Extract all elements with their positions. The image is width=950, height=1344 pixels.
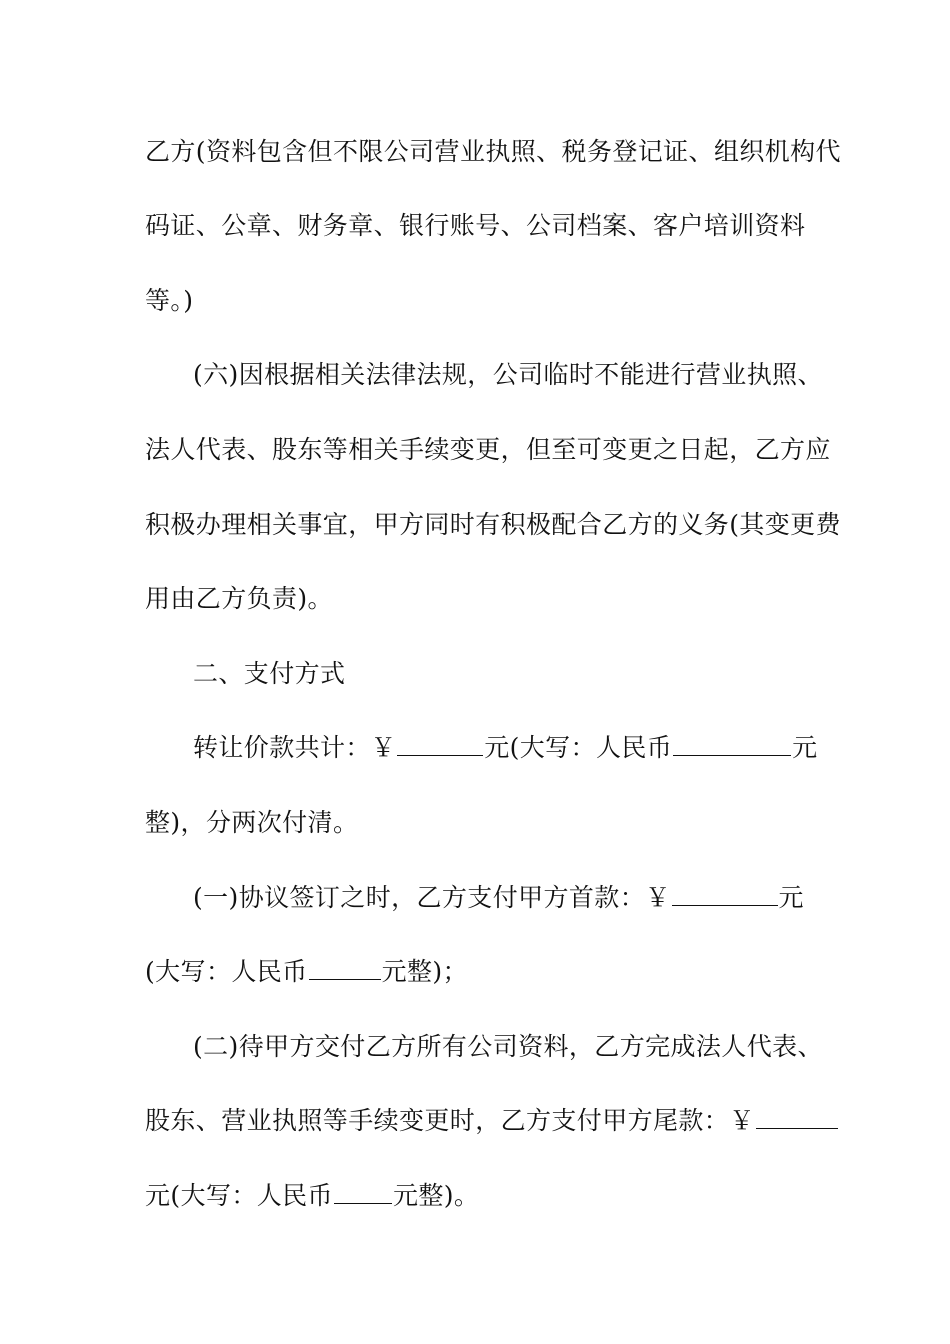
amount-uppercase-blank [334,1181,392,1204]
amount-uppercase-blank [309,957,381,980]
currency-unit-end: 元整)； [381,957,468,986]
uppercase-label: 元(大写：人民币 [145,1181,333,1210]
currency-unit: 元 [778,883,804,912]
final-payment-uppercase-line [145,1181,825,1211]
clause-two-line: (二)待甲方交付乙方所有公司资料，乙方完成法人代表、 [193,1032,823,1061]
first-payment-line [193,883,873,913]
currency-unit: 元 [792,733,818,762]
uppercase-label: 元(大写：人民币 [484,733,673,762]
total-price-line [193,733,873,763]
total-price-label: 转让价款共计：￥ [193,733,397,762]
amount-blank [756,1106,838,1129]
paragraph-line: 乙方(资料包含但不限公司营业执照、税务登记证、组织机构代 [145,137,841,166]
final-payment-label: 股东、营业执照等手续变更时，乙方支付甲方尾款：￥ [145,1106,755,1135]
amount-blank [397,733,483,756]
paragraph-line: 法人代表、股东等相关手续变更，但至可变更之日起，乙方应 [145,435,831,464]
clause-six-line: (六)因根据相关法律法规，公司临时不能进行营业执照、 [193,360,823,389]
paragraph-line: 码证、公章、财务章、银行账号、公司档案、客户培训资料 [145,211,806,240]
section-heading-payment: 二、支付方式 [193,659,346,688]
amount-uppercase-blank [673,733,791,756]
currency-unit-end: 元整)。 [392,1181,480,1210]
paragraph-line: 等。) [145,286,194,315]
paragraph-line: 整)，分两次付清。 [145,808,359,837]
final-payment-line [145,1106,825,1136]
uppercase-label: (大写：人民币 [145,957,308,986]
amount-blank [672,883,778,906]
first-payment-label: (一)协议签订之时，乙方支付甲方首款：￥ [193,883,671,912]
paragraph-line: 积极办理相关事宜，甲方同时有积极配合乙方的义务(其变更费 [145,510,841,539]
first-payment-uppercase-line [145,957,825,987]
paragraph-line: 用由乙方负责)。 [145,584,333,613]
